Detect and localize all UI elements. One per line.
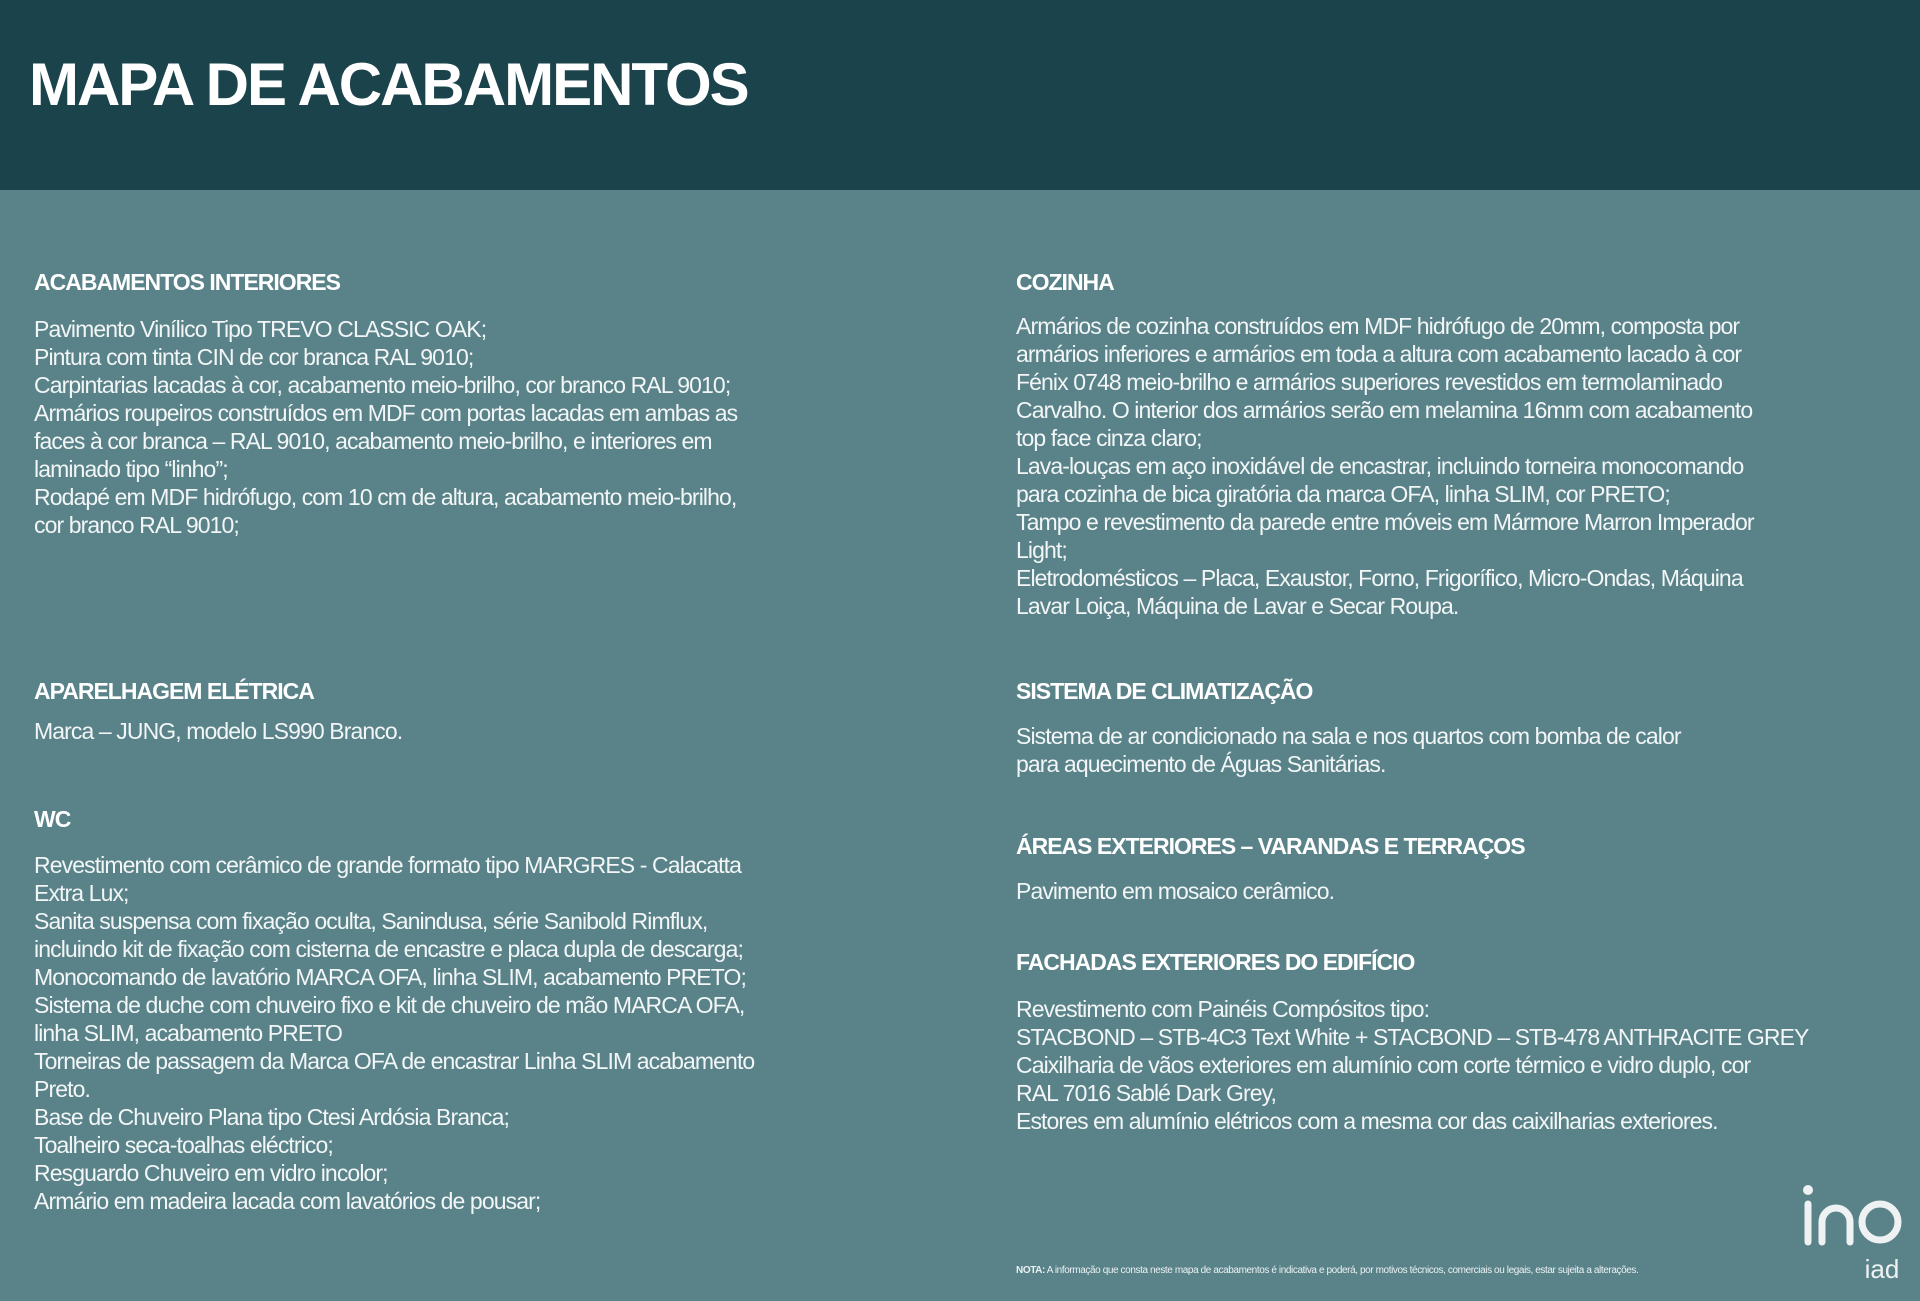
section-list xyxy=(1016,877,1896,905)
list-item: faces à cor branca – RAL 9010, acabamento meio-brilho, e interiores em xyxy=(34,428,712,454)
note-label: NOTA: xyxy=(1016,1265,1045,1276)
list-item: Armários roupeiros construídos em MDF com portas lacadas em ambas as xyxy=(34,400,738,426)
footer-note xyxy=(1016,1265,1638,1277)
section-list xyxy=(34,851,874,1215)
section-title: SISTEMA DE CLIMATIZAÇÃO xyxy=(1016,678,1313,704)
list-item: Sanita suspensa com fixação oculta, Sanindusa, série Sanibold Rimflux, xyxy=(34,908,708,934)
list-item: Lava-louças em aço inoxidável de encastrar, incluindo torneira monocomando xyxy=(1016,453,1744,479)
iad-logo-icon xyxy=(1800,1178,1904,1282)
list-item: cor branco RAL 9010; xyxy=(34,512,239,538)
section-areas-exteriores xyxy=(1016,832,1896,905)
note-text: A informação que consta neste mapa de acabamentos é indicativa e poderá, por motivos técnicos, comerciais ou legais, estar sujeita a alterações. xyxy=(1044,1265,1639,1276)
list-item: Torneiras de passagem da Marca OFA de encastrar Linha SLIM acabamento xyxy=(34,1048,755,1074)
list-item: Revestimento com Painéis Compósitos tipo: xyxy=(1016,996,1430,1022)
list-item: Eletrodomésticos – Placa, Exaustor, Forno, Frigorífico, Micro-Ondas, Máquina xyxy=(1016,565,1743,591)
section-list xyxy=(34,717,874,745)
list-item: Marca – JUNG, modelo LS990 Branco. xyxy=(34,718,403,744)
logo-text: iad xyxy=(1864,1254,1900,1282)
section-list xyxy=(1016,722,1896,778)
list-item: Carvalho. O interior dos armários serão em melamina 16mm com acabamento xyxy=(1016,397,1753,423)
section-list xyxy=(1016,312,1896,620)
list-item: para aquecimento de Águas Sanitárias. xyxy=(1016,751,1386,777)
list-item: para cozinha de bica giratória da marca OFA, linha SLIM, cor PRETO; xyxy=(1016,481,1670,507)
list-item: Toalheiro seca-toalhas eléctrico; xyxy=(34,1132,333,1158)
list-item: laminado tipo “linho”; xyxy=(34,456,228,482)
list-item: Caixilharia de vãos exteriores em alumínio com corte térmico e vidro duplo, cor xyxy=(1016,1052,1751,1078)
list-item: Lavar Loiça, Máquina de Lavar e Secar Roupa. xyxy=(1016,593,1459,619)
section-list xyxy=(1016,995,1896,1135)
list-item: Base de Chuveiro Plana tipo Ctesi Ardósia Branca; xyxy=(34,1104,509,1130)
list-item: Extra Lux; xyxy=(34,880,129,906)
page-header xyxy=(0,0,1920,190)
section-title: ÁREAS EXTERIORES – VARANDAS E TERRAÇOS xyxy=(1016,833,1525,859)
section-title: COZINHA xyxy=(1016,269,1114,295)
list-item: Pavimento Vinílico Tipo TREVO CLASSIC OAK; xyxy=(34,316,487,342)
list-item: Carpintarias lacadas à cor, acabamento meio-brilho, cor branco RAL 9010; xyxy=(34,372,731,398)
list-item: top face cinza claro; xyxy=(1016,425,1202,451)
list-item: STACBOND – STB-4C3 Text White + STACBOND – STB-478 ANTHRACITE GREY xyxy=(1016,1024,1809,1050)
list-item: Light; xyxy=(1016,537,1067,563)
list-item: Monocomando de lavatório MARCA OFA, linha SLIM, acabamento PRETO; xyxy=(34,964,746,990)
page-title: MAPA DE ACABAMENTOS xyxy=(29,51,748,118)
list-item: Armário em madeira lacada com lavatórios de pousar; xyxy=(34,1188,541,1214)
section-title: ACABAMENTOS INTERIORES xyxy=(34,269,340,295)
list-item: Armários de cozinha construídos em MDF hidrófugo de 20mm, composta por xyxy=(1016,313,1740,339)
list-item: Estores em alumínio elétricos com a mesma cor das caixilharias exteriores. xyxy=(1016,1108,1718,1134)
list-item: armários inferiores e armários em toda a altura com acabamento lacado à cor xyxy=(1016,341,1742,367)
section-cozinha xyxy=(1016,268,1896,620)
section-sistema-climatizacao xyxy=(1016,677,1896,778)
section-aparelhagem-eletrica xyxy=(34,677,874,745)
section-acabamentos-interiores xyxy=(34,268,874,539)
section-title: APARELHAGEM ELÉTRICA xyxy=(34,678,314,704)
list-item: Revestimento com cerâmico de grande formato tipo MARGRES - Calacatta xyxy=(34,852,742,878)
list-item: Resguardo Chuveiro em vidro incolor; xyxy=(34,1160,388,1186)
list-item: Sistema de ar condicionado na sala e nos quartos com bomba de calor xyxy=(1016,723,1681,749)
section-list xyxy=(34,315,874,539)
list-item: linha SLIM, acabamento PRETO xyxy=(34,1020,343,1046)
list-item: Preto. xyxy=(34,1076,90,1102)
section-title: WC xyxy=(34,806,71,832)
list-item: RAL 7016 Sablé Dark Grey, xyxy=(1016,1080,1277,1106)
section-wc xyxy=(34,805,874,1215)
list-item: Rodapé em MDF hidrófugo, com 10 cm de altura, acabamento meio-brilho, xyxy=(34,484,737,510)
list-item: incluindo kit de fixação com cisterna de encastre e placa dupla de descarga; xyxy=(34,936,743,962)
list-item: Fénix 0748 meio-brilho e armários superiores revestidos em termolaminado xyxy=(1016,369,1723,395)
list-item: Pintura com tinta CIN de cor branca RAL 9010; xyxy=(34,344,474,370)
list-item: Pavimento em mosaico cerâmico. xyxy=(1016,878,1335,904)
section-fachadas-exteriores xyxy=(1016,948,1896,1135)
list-item: Tampo e revestimento da parede entre móveis em Mármore Marron Imperador xyxy=(1016,509,1754,535)
list-item: Sistema de duche com chuveiro fixo e kit de chuveiro de mão MARCA OFA, xyxy=(34,992,745,1018)
section-title: FACHADAS EXTERIORES DO EDIFÍCIO xyxy=(1016,949,1415,975)
